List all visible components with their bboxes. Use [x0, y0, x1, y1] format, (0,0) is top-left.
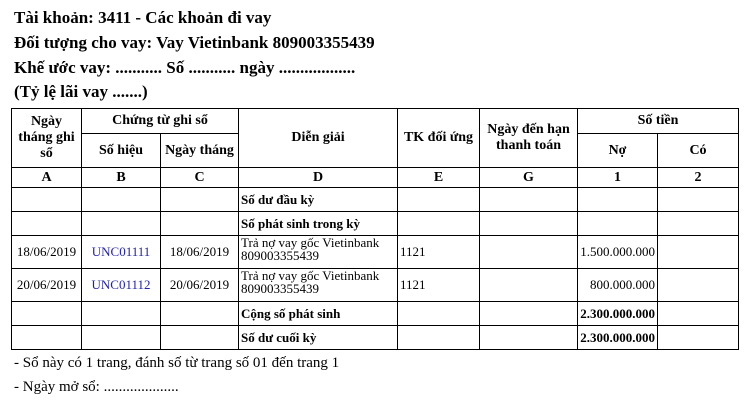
opening-balance-label: Số dư đầu kỳ	[239, 188, 398, 212]
code-b: B	[82, 168, 161, 188]
code-g: G	[480, 168, 578, 188]
col-description: Diễn giải	[239, 109, 398, 168]
total-label: Cộng số phát sinh	[239, 302, 398, 326]
closing-balance-label: Số dư cuối kỳ	[239, 326, 398, 350]
entry-voucher-link[interactable]: UNC01112	[82, 269, 161, 302]
table-row	[12, 236, 739, 269]
entry-debit: 1.500.000.000	[578, 236, 658, 269]
entry-voucher-link[interactable]: UNC01111	[82, 236, 161, 269]
entry-counter-account: 1121	[398, 269, 480, 302]
col-voucher-date: Ngày tháng	[161, 134, 239, 168]
code-d: D	[239, 168, 398, 188]
table-row	[12, 212, 739, 236]
entry-voucher-date: 18/06/2019	[161, 236, 239, 269]
lender-line: Đối tượng cho vay: Vay Vietinbank 809003355439	[14, 33, 375, 52]
col-voucher-no: Số hiệu	[82, 134, 161, 168]
entry-description: Trả nợ vay gốc Vietinbank 809003355439	[239, 269, 398, 302]
table-row	[12, 302, 739, 326]
footer-pages-note: - Sổ này có 1 trang, đánh số từ trang số 01 đến trang 1	[14, 355, 340, 371]
code-e: E	[398, 168, 480, 188]
col-credit: Có	[658, 134, 739, 168]
table-row	[12, 188, 739, 212]
col-debit: Nợ	[578, 134, 658, 168]
col-counter-account: TK đối ứng	[398, 109, 480, 168]
account-title: Tài khoản: 3411 - Các khoản đi vay	[14, 8, 272, 27]
col-amount-group: Số tiền	[578, 109, 739, 134]
entry-voucher-date: 20/06/2019	[161, 269, 239, 302]
column-code-row	[12, 168, 739, 188]
entry-debit: 800.000.000	[578, 269, 658, 302]
table-row	[12, 326, 739, 350]
code-1: 1	[578, 168, 658, 188]
code-2: 2	[658, 168, 739, 188]
total-debit: 2.300.000.000	[578, 302, 658, 326]
code-c: C	[161, 168, 239, 188]
entry-date-recorded: 20/06/2019	[12, 269, 82, 302]
code-a: A	[12, 168, 82, 188]
table-row	[12, 269, 739, 302]
col-date-recorded: Ngày tháng ghi sổ	[12, 109, 82, 168]
entry-date-recorded: 18/06/2019	[12, 236, 82, 269]
period-activity-label: Số phát sinh trong kỳ	[239, 212, 398, 236]
footer-open-date: - Ngày mở sổ: ....................	[14, 379, 179, 395]
entry-counter-account: 1121	[398, 236, 480, 269]
col-voucher-group: Chứng từ ghi sổ	[82, 109, 239, 134]
entry-description: Trả nợ vay gốc Vietinbank 809003355439	[239, 236, 398, 269]
contract-line: Khế ước vay: ........... Số ........... ngày ..................	[14, 58, 356, 77]
interest-rate-line: (Tỷ lệ lãi vay .......)	[14, 82, 148, 101]
col-due-date: Ngày đến hạn thanh toán	[480, 109, 578, 168]
closing-balance-debit: 2.300.000.000	[578, 326, 658, 350]
ledger-table	[11, 108, 739, 350]
